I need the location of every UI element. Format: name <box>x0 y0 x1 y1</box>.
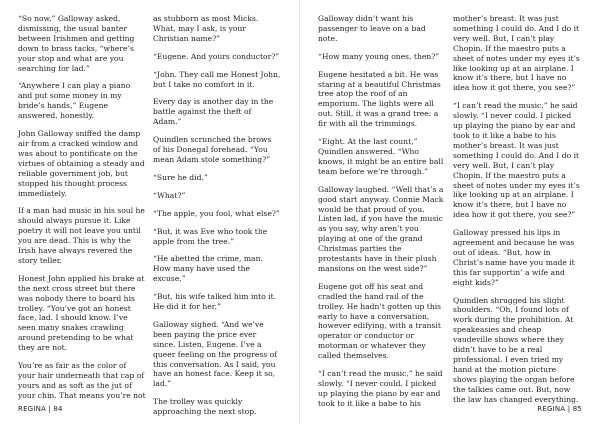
right-page <box>300 0 600 424</box>
paragraph: “How many young ones, then?” <box>318 51 440 61</box>
paragraph: John Galloway sniffed the damp air from a cracked window and was about to pontificate on the virtues of obtaining a steady and reliable government job, but stopped his thought process immediately. <box>18 129 145 198</box>
paragraph: “Eugene. And yours conductor?” <box>153 51 280 61</box>
paragraph: “Eight. At the last count,” Quindlen answered. “Who knows, it might be an entire ball team before we’re through.” <box>318 137 444 176</box>
paragraph: Galloway laughed. “Well that’s a good start anyway. Connie Mack would be that proud of you. Listen lad, if you have the music as you say, why aren’t you playing at one of the grand Christmas parties the protestants have in their plush mansions on the west side?” <box>318 184 444 273</box>
paragraph: “John. They call me Honest John, but I take no comfort in it. <box>153 69 281 89</box>
paragraph: If a man had music in his soul he should always pursue it. Like poetry it will not leave you until you are dead. This is why the Irish have always revered the story teller. <box>18 206 145 265</box>
paragraph: “I can’t read the music,” he said slowly. “I never could. I picked up playing the piano by ear and took to it like a babe to his mother’s breast. It was just something I could do. And I do it very well. But, I can’t play Chopin. If the maestro puts a sheet of notes under my eyes it’s like looking up at an airplane. I know it’s there, but I have no idea how it got there, you see?” <box>453 101 580 220</box>
paragraph: Galloway didn’t want his passenger to leave on a bad note. <box>318 14 426 43</box>
paragraph: “Sure he did.” <box>153 172 208 182</box>
paragraph: Every day is another day in the battle against the theft of Adam.” <box>153 97 274 127</box>
left-page-column-1 <box>18 14 146 409</box>
paragraph: “I can’t read the music,” he said slowly. “I never could. I picked up playing the piano by ear and took to it like a babe to his <box>318 369 443 408</box>
paragraph: Galloway sighed. “And we’ve been paying the price ever since. Listen, Eugene. I’ve a queer feeling on the progress of this conversation. As I said, you have an honest face. Keep it so, lad.” <box>153 319 277 389</box>
page-footer-left: REGINA | 84 <box>18 405 63 413</box>
left-page-column-2 <box>153 14 281 425</box>
paragraph: Eugene hesitated a bit. He was staring at a beautiful Christmas tree atop the roof of an emporium. The lights were all out. Still, it was a grand tree: a fir with all the trimmings. <box>318 69 441 129</box>
paragraph: “But, it was Eve who took the apple from the tree.” <box>153 226 268 246</box>
paragraph: mother’s breast. It was just something I could do. And I do it very well. But, I can’t play Chopin. If the maestro puts a sheet of notes under my eyes it’s like looking up at an airplane. I know it’s there, but I have no idea how it got there, you see?” <box>453 14 580 93</box>
paragraph: Honest John applied his brake at the next cross street but there was nobody there to board his trolley. “You’ve got an honest face, lad. I should know. I’ve seen many snakes crawling around pretending to be what they are not. <box>18 273 145 353</box>
paragraph: “So now,” Galloway asked, dismissing, the usual banter between Irishmen and getting down to brass tacks, “where’s your stop and what are you searching for lad.” <box>18 14 135 73</box>
paragraph: “Anywhere I can play a piano and put some money in my bride’s hands,” Eugene answered, honestly. <box>18 81 131 121</box>
paragraph: Quindlen scrunched the brows of his Donegal forehead. “You mean Adam stole something?” <box>153 135 272 164</box>
paragraph: as stubborn as most Micks. What, may I ask, is your Christian name?” <box>153 14 259 43</box>
right-page-column-2 <box>453 14 581 413</box>
page-footer-right: REGINA | 85 <box>537 405 582 413</box>
left-page <box>0 0 300 424</box>
paragraph: Quindlen shrugged his slight shoulders. “Oh, I found lots of work during the prohibition. At speakeasies and cheap vaudeville shows where they didn’t have to be a real professional. I even tried my hand at the motion picture shows playing the organ before the talkies came out. But, now the law has changed everything. <box>453 295 579 404</box>
right-page-column-1 <box>318 14 446 417</box>
paragraph: You’re as fair as the color of your hair underneath that cap of yours and as soft as the jut of your chin. That means you’re not <box>18 361 146 400</box>
paragraph: “He abetted the crime, man. How many have used the excuse.” <box>153 254 263 284</box>
paragraph: Galloway pressed his lips in agreement and because he was out of ideas. “But, how in Christ’s name have you made it this far supportin’ a wife and eight kids?” <box>453 228 575 287</box>
paragraph: The trolley was quickly approaching the next stop. <box>153 397 257 417</box>
paragraph: “The apple, you fool, what else?” <box>153 208 280 218</box>
paragraph: Eugene got off his seat and cradled the hand rail of the trolley. He hadn’t gotten up this early to have a conversation, however edifying, with a transit operator or conductor or motorman or whatever they called themselves. <box>318 281 442 361</box>
paragraph: “But, his wife talked him into it. He did it for her.” <box>153 292 277 312</box>
paragraph: “What?” <box>153 190 186 200</box>
